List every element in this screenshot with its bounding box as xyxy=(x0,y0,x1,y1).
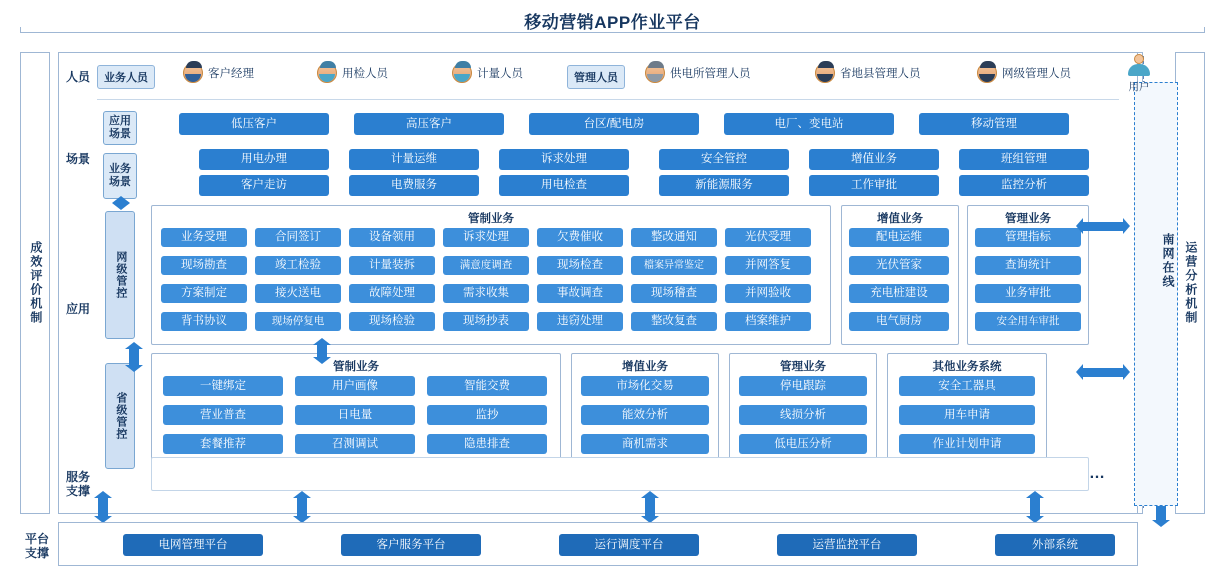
prov-other-0[interactable]: 安全工器具 xyxy=(899,376,1035,396)
person-label: 网级管理人员 xyxy=(1002,68,1071,80)
net-manage-3[interactable]: 安全用车审批 xyxy=(975,312,1081,331)
prov-value-1[interactable]: 能效分析 xyxy=(581,405,709,425)
row-label-people: 人员 xyxy=(65,70,90,84)
label-prov-level: 省级管控 xyxy=(105,363,135,469)
prov-value-2[interactable]: 商机需求 xyxy=(581,434,709,454)
net-reg-3-5[interactable]: 整改复查 xyxy=(631,312,717,331)
arrow-service-to-platform-1 xyxy=(297,498,307,516)
net-regulatory-title: 管制业务 xyxy=(468,213,514,225)
avatar-icon xyxy=(452,63,472,83)
platform-box xyxy=(58,522,1138,566)
avatar-icon xyxy=(317,63,337,83)
prov-manage-title: 管理业务 xyxy=(780,361,826,373)
net-value-3[interactable]: 电气厨房 xyxy=(849,312,949,331)
net-reg-3-1[interactable]: 现场停复电 xyxy=(255,312,341,331)
net-value-2[interactable]: 充电桩建设 xyxy=(849,284,949,303)
service-more: … xyxy=(1089,465,1105,482)
net-reg-1-4[interactable]: 现场检查 xyxy=(537,256,623,275)
prov-reg-0-0[interactable]: 一键绑定 xyxy=(163,376,283,396)
net-reg-0-0[interactable]: 业务受理 xyxy=(161,228,247,247)
app-scene-power-plant[interactable]: 电厂、变电站 xyxy=(724,113,894,135)
arrow-reg-link xyxy=(317,345,327,357)
platform-dispatch[interactable]: 运行调度平台 xyxy=(559,534,699,556)
prov-manage-0[interactable]: 停电跟踪 xyxy=(739,376,867,396)
net-reg-2-0[interactable]: 方案制定 xyxy=(161,284,247,303)
prov-regulatory-title: 管制业务 xyxy=(333,361,379,373)
person-province-county-manager[interactable] xyxy=(815,63,921,83)
user-icon xyxy=(1126,54,1152,78)
biz-scene-team-manage[interactable]: 班组管理 xyxy=(959,149,1089,170)
user-avatar-block xyxy=(1117,54,1161,94)
prov-reg-0-2[interactable]: 智能交费 xyxy=(427,376,547,396)
net-reg-3-4[interactable]: 违窃处理 xyxy=(537,312,623,331)
arrow-app-to-service-left xyxy=(98,498,108,516)
net-reg-2-5[interactable]: 现场稽查 xyxy=(631,284,717,303)
avatar-icon xyxy=(183,63,203,83)
avatar-icon xyxy=(977,63,997,83)
band-operation-analysis: 运营分析机制 xyxy=(1175,52,1205,514)
prov-reg-2-1[interactable]: 召测调试 xyxy=(295,434,415,454)
net-reg-2-4[interactable]: 事故调查 xyxy=(537,284,623,303)
prov-manage-1[interactable]: 线损分析 xyxy=(739,405,867,425)
arrow-net-to-prov xyxy=(129,349,139,365)
people-row xyxy=(97,59,1119,93)
app-scene-low-voltage[interactable]: 低压客户 xyxy=(179,113,329,135)
person-customer-manager[interactable] xyxy=(183,63,254,83)
prov-other-title: 其他业务系统 xyxy=(932,361,1002,373)
row-label-platform: 平台支撑 xyxy=(24,532,49,561)
prov-reg-1-0[interactable]: 营业普查 xyxy=(163,405,283,425)
person-label: 省地县管理人员 xyxy=(840,68,921,80)
role-tag-manage: 管理人员 xyxy=(567,65,625,89)
person-label: 客户经理 xyxy=(208,68,254,80)
title-divider xyxy=(20,32,1205,33)
net-reg-1-1[interactable]: 竣工检验 xyxy=(255,256,341,275)
prov-reg-0-1[interactable]: 用户画像 xyxy=(295,376,415,396)
prov-reg-1-2[interactable]: 监抄 xyxy=(427,405,547,425)
app-scene-high-voltage[interactable]: 高压客户 xyxy=(354,113,504,135)
biz-scene-customer-visit[interactable]: 客户走访 xyxy=(199,175,329,196)
arrow-online-down xyxy=(1156,504,1166,520)
net-value-0[interactable]: 配电运维 xyxy=(849,228,949,247)
avatar-icon xyxy=(645,63,665,83)
platform-external[interactable]: 外部系统 xyxy=(995,534,1115,556)
label-biz-scene: 业务场景 xyxy=(103,153,137,199)
prov-value-title: 增值业务 xyxy=(622,361,668,373)
person-supply-station-manager[interactable] xyxy=(645,63,751,83)
biz-scene-power-handling[interactable]: 用电办理 xyxy=(199,149,329,170)
net-manage-title: 管理业务 xyxy=(1005,213,1051,225)
main-panel xyxy=(58,52,1138,514)
net-reg-0-3[interactable]: 诉求处理 xyxy=(443,228,529,247)
platform-operation-mon[interactable]: 运营监控平台 xyxy=(777,534,917,556)
biz-scene-new-energy[interactable]: 新能源服务 xyxy=(659,175,789,196)
biz-scene-power-inspection[interactable]: 用电检查 xyxy=(499,175,629,196)
net-reg-2-2[interactable]: 故障处理 xyxy=(349,284,435,303)
net-reg-1-2[interactable]: 计量装拆 xyxy=(349,256,435,275)
arrow-service-to-platform-3 xyxy=(1030,498,1040,516)
person-label: 计量人员 xyxy=(477,68,523,80)
row-label-app: 应用 xyxy=(65,302,90,316)
person-label: 供电所管理人员 xyxy=(670,68,751,80)
page-title: 移动营销APP作业平台 xyxy=(524,13,701,32)
biz-scene-work-approval[interactable]: 工作审批 xyxy=(809,175,939,196)
people-divider xyxy=(97,99,1119,100)
net-reg-1-3[interactable]: 满意度调查 xyxy=(443,256,529,275)
row-label-service: 服务支撑 xyxy=(65,470,90,498)
prov-value-0[interactable]: 市场化交易 xyxy=(581,376,709,396)
person-metering-staff[interactable] xyxy=(452,63,523,83)
net-reg-0-2[interactable]: 设备领用 xyxy=(349,228,435,247)
net-reg-1-5[interactable]: 檔案异常鉴定 xyxy=(631,256,717,275)
prov-reg-2-2[interactable]: 隐患排查 xyxy=(427,434,547,454)
row-label-scene: 场景 xyxy=(65,152,90,166)
biz-scene-monitor-analysis[interactable]: 监控分析 xyxy=(959,175,1089,196)
prov-reg-2-0[interactable]: 套餐推荐 xyxy=(163,434,283,454)
arrow-scene-to-online xyxy=(1083,222,1123,231)
person-network-manager[interactable] xyxy=(977,63,1071,83)
biz-scene-value-added[interactable]: 增值业务 xyxy=(809,149,939,170)
net-reg-2-3[interactable]: 需求收集 xyxy=(443,284,529,303)
biz-scene-fee-service[interactable]: 电费服务 xyxy=(349,175,479,196)
net-reg-1-0[interactable]: 现场勘查 xyxy=(161,256,247,275)
nanwang-online-panel[interactable] xyxy=(1134,82,1178,506)
net-reg-3-3[interactable]: 现场抄表 xyxy=(443,312,529,331)
net-reg-3-2[interactable]: 现场检验 xyxy=(349,312,435,331)
net-reg-3-6[interactable]: 档案维护 xyxy=(725,312,811,331)
biz-scene-metering-ops[interactable]: 计量运维 xyxy=(349,149,479,170)
prov-other-1[interactable]: 用车申请 xyxy=(899,405,1035,425)
person-label: 用检人员 xyxy=(342,68,388,80)
label-net-level: 网级管控 xyxy=(105,211,135,339)
avatar-icon xyxy=(815,63,835,83)
net-value-1[interactable]: 光伏管家 xyxy=(849,256,949,275)
net-manage-1[interactable]: 查询统计 xyxy=(975,256,1081,275)
net-manage-2[interactable]: 业务审批 xyxy=(975,284,1081,303)
prov-other-2[interactable]: 作业计划申请 xyxy=(899,434,1035,454)
label-app-scene: 应用场景 xyxy=(103,111,137,145)
person-inspection-staff[interactable] xyxy=(317,63,388,83)
net-reg-2-6[interactable]: 并网验收 xyxy=(725,284,811,303)
net-reg-0-1[interactable]: 合同签订 xyxy=(255,228,341,247)
net-reg-0-6[interactable]: 光伏受理 xyxy=(725,228,811,247)
platform-grid-mgmt[interactable]: 电网管理平台 xyxy=(123,534,263,556)
biz-scene-safety-control[interactable]: 安全管控 xyxy=(659,149,789,170)
prov-reg-1-1[interactable]: 日电量 xyxy=(295,405,415,425)
prov-manage-2[interactable]: 低电压分析 xyxy=(739,434,867,454)
net-manage-0[interactable]: 管理指标 xyxy=(975,228,1081,247)
net-reg-1-6[interactable]: 并网答复 xyxy=(725,256,811,275)
net-value-title: 增值业务 xyxy=(877,213,923,225)
net-reg-2-1[interactable]: 接火送电 xyxy=(255,284,341,303)
user-label: 用户 xyxy=(1128,81,1150,93)
net-reg-0-4[interactable]: 欠费催收 xyxy=(537,228,623,247)
band-effect-evaluation: 成效评价机制 xyxy=(20,52,50,514)
app-scene-mobile-manage[interactable]: 移动管理 xyxy=(919,113,1069,135)
net-reg-0-5[interactable]: 整改通知 xyxy=(631,228,717,247)
app-scene-substation-area[interactable]: 台区/配电房 xyxy=(529,113,699,135)
role-tag-business: 业务人员 xyxy=(97,65,155,89)
service-box xyxy=(151,457,1089,491)
nanwang-online-label: 南网在线 xyxy=(1161,233,1175,289)
biz-scene-appeal[interactable]: 诉求处理 xyxy=(499,149,629,170)
arrow-service-to-platform-2 xyxy=(645,498,655,516)
platform-customer-svc[interactable]: 客户服务平台 xyxy=(341,534,481,556)
arrow-app-to-online xyxy=(1083,368,1123,377)
net-reg-3-0[interactable]: 背书协议 xyxy=(161,312,247,331)
diagram-frame xyxy=(20,52,1205,570)
